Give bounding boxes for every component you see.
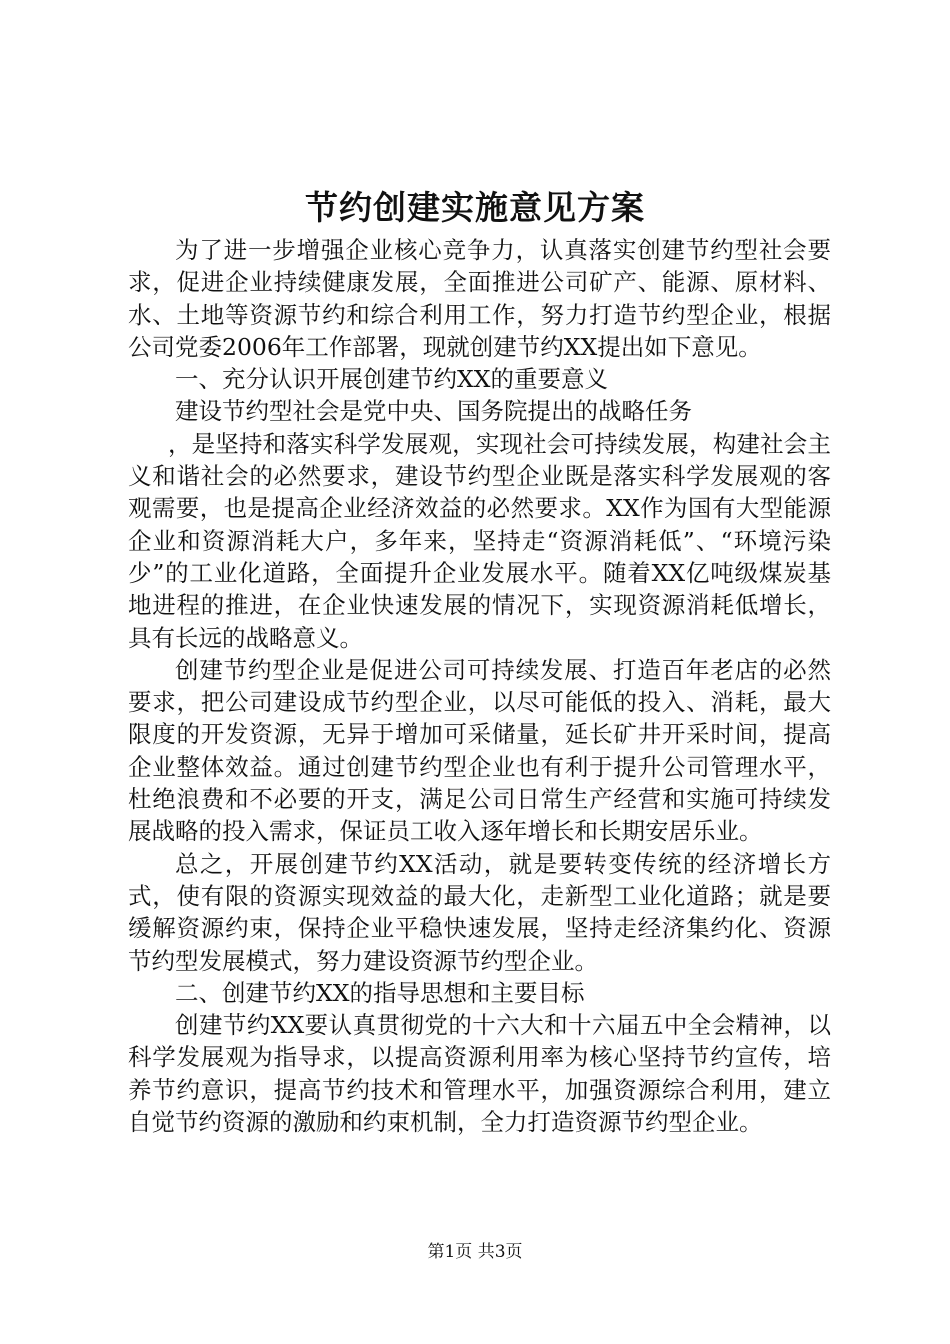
paragraph-intro: 为了进一步增强企业核心竞争力，认真落实创建节约型社会要求，促进企业持续健康发展，全面推进公司矿产、能源、原材料、水、土地等资源节约和综合利用工作，努力打造节约型企业，根据公司党委2006年工作部署，现就创建节约XX提出如下意见。 [128,236,831,361]
section-heading-2: 二、创建节约XX的指导思想和主要目标 [175,978,585,1007]
paragraph-summary: 总之，开展创建节约XX活动，就是要转变传统的经济增长方式，使有限的资源实现效益的最大化，走新型工业化道路；就是要缓解资源约束，保持企业平稳快速发展，坚持走经济集约化、资源节约型发展模式，努力建设资源节约型企业。 [128,849,831,975]
paragraph-strategic-task: 建设节约型社会是党中央、国务院提出的战略任务 [175,397,692,426]
document-body [128,234,831,1138]
section-heading-1: 一、充分认识开展创建节约XX的重要意义 [175,365,608,394]
paragraph-necessity: 创建节约型企业是促进公司可持续发展、打造百年老店的必然要求，把公司建设成节约型企业，以尽可能低的投入、消耗，最大限度的开发资源，无异于增加可采储量，延长矿井开采时间，提高企业整体效益。通过创建节约型企业也有利于提升公司管理水平，杜绝浪费和不必要的开支，满足公司日常生产经营和实施可持续发展战略的投入需求，保证员工收入逐年增长和长期安居乐业。 [128,655,831,846]
page-footer: 第1页 共3页 [427,1242,523,1262]
document-title: 节约创建实施意见方案 [305,188,645,227]
paragraph-guiding-thought: 创建节约XX要认真贯彻党的十六大和十六届五中全会精神，以科学发展观为指导求，以提高资源利用率为核心坚持节约宣传，培养节约意识，提高节约技术和管理水平，加强资源综合利用，建立自觉节约资源的激励和约束机制，全力打造资源节约型企业。 [128,1011,831,1137]
paragraph-significance: ，是坚持和落实科学发展观，实现社会可持续发展，构建社会主义和谐社会的必然要求，建设节约型企业既是落实科学发展观的客观需要，也是提高企业经济效益的必然要求。XX作为国有大型能源企业和资源消耗大户，多年来，坚持走“资源消耗低”、“环境污染少”的工业化道路，全面提升企业发展水平。随着XX亿吨级煤炭基地进程的推进，在企业快速发展的情况下，实现资源消耗低增长，具有长远的战略意义。 [128,429,831,652]
